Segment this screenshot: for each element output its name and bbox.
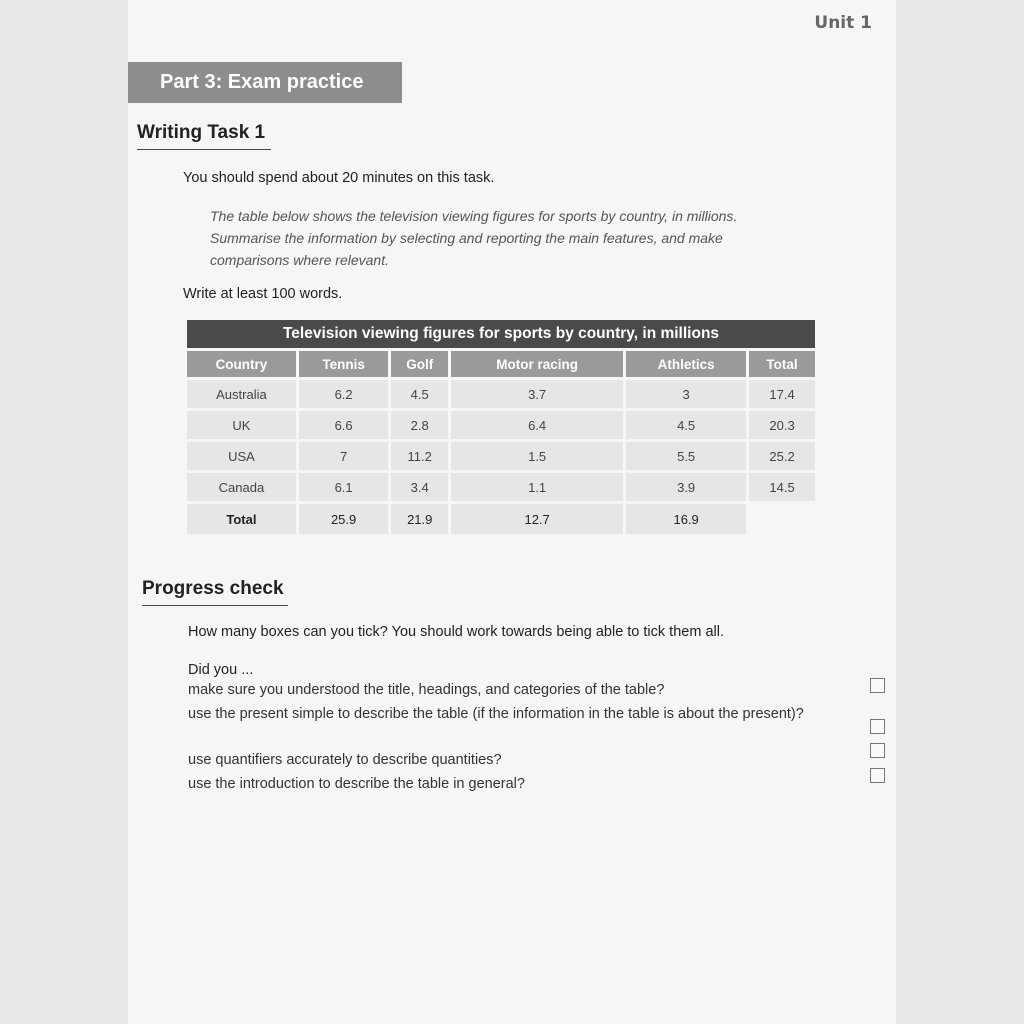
table-cell: 17.4 (749, 380, 815, 408)
table-cell: 2.8 (391, 411, 448, 439)
time-instruction: You should spend about 20 minutes on this task. (183, 170, 495, 186)
prompt-line: comparisons where relevant. (210, 252, 389, 268)
header-motor-racing: Motor racing (451, 351, 623, 377)
table-caption: Television viewing figures for sports by country, in millions (187, 320, 815, 348)
writing-task-title: Writing Task 1 (137, 122, 271, 150)
table-cell: 3 (626, 380, 746, 408)
table-cell: 3.9 (626, 473, 746, 501)
task-prompt (210, 205, 830, 271)
table-cell: 3.7 (451, 380, 623, 408)
header-athletics: Athletics (626, 351, 746, 377)
did-you-label: Did you ... (188, 662, 254, 678)
table-cell: 6.4 (451, 411, 623, 439)
header-tennis: Tennis (299, 351, 388, 377)
table-cell: UK (187, 411, 296, 439)
header-total: Total (749, 351, 815, 377)
total-cell: 16.9 (626, 504, 746, 534)
unit-label: Unit 1 (814, 13, 872, 33)
table-cell: Australia (187, 380, 296, 408)
checklist-item: make sure you understood the title, headings, and categories of the table? (188, 682, 665, 698)
prompt-line: The table below shows the television viewing figures for sports by country, in millions. (210, 208, 738, 224)
table-cell: 7 (299, 442, 388, 470)
table-row (187, 380, 815, 408)
checklist-item: use quantifiers accurately to describe quantities? (188, 752, 502, 768)
table-cell: 20.3 (749, 411, 815, 439)
viewing-figures-table (184, 317, 818, 537)
table-cell: 5.5 (626, 442, 746, 470)
checklist-item: use the introduction to describe the table in general? (188, 776, 525, 792)
header-golf: Golf (391, 351, 448, 377)
tick-box[interactable] (870, 743, 885, 758)
tick-box[interactable] (870, 719, 885, 734)
total-cell: 25.9 (299, 504, 388, 534)
table-cell: Canada (187, 473, 296, 501)
total-label: Total (187, 504, 296, 534)
table-cell: 3.4 (391, 473, 448, 501)
table-row (187, 411, 815, 439)
checklist-item: use the present simple to describe the table (if the information in the table is about the present)? (188, 706, 804, 722)
progress-check-title: Progress check (142, 578, 288, 606)
table-cell: 14.5 (749, 473, 815, 501)
table-cell: 6.2 (299, 380, 388, 408)
table-row (187, 442, 815, 470)
total-cell: 12.7 (451, 504, 623, 534)
table-total-row (187, 504, 815, 534)
prompt-line: Summarise the information by selecting and reporting the main features, and make (210, 230, 723, 246)
textbook-page (128, 0, 896, 1024)
empty-cell (749, 504, 815, 534)
tick-box[interactable] (870, 768, 885, 783)
progress-intro: How many boxes can you tick? You should work towards being able to tick them all. (188, 624, 724, 640)
table-cell: 11.2 (391, 442, 448, 470)
table-row (187, 473, 815, 501)
table-cell: 4.5 (626, 411, 746, 439)
total-cell: 21.9 (391, 504, 448, 534)
table-cell: USA (187, 442, 296, 470)
table-header-row (187, 351, 815, 377)
word-count-instruction: Write at least 100 words. (183, 286, 343, 302)
table-cell: 6.6 (299, 411, 388, 439)
table-cell: 1.5 (451, 442, 623, 470)
table-cell: 1.1 (451, 473, 623, 501)
table-cell: 4.5 (391, 380, 448, 408)
part-banner: Part 3: Exam practice (128, 62, 402, 103)
tick-box[interactable] (870, 678, 885, 693)
table-cell: 25.2 (749, 442, 815, 470)
table-cell: 6.1 (299, 473, 388, 501)
header-country: Country (187, 351, 296, 377)
